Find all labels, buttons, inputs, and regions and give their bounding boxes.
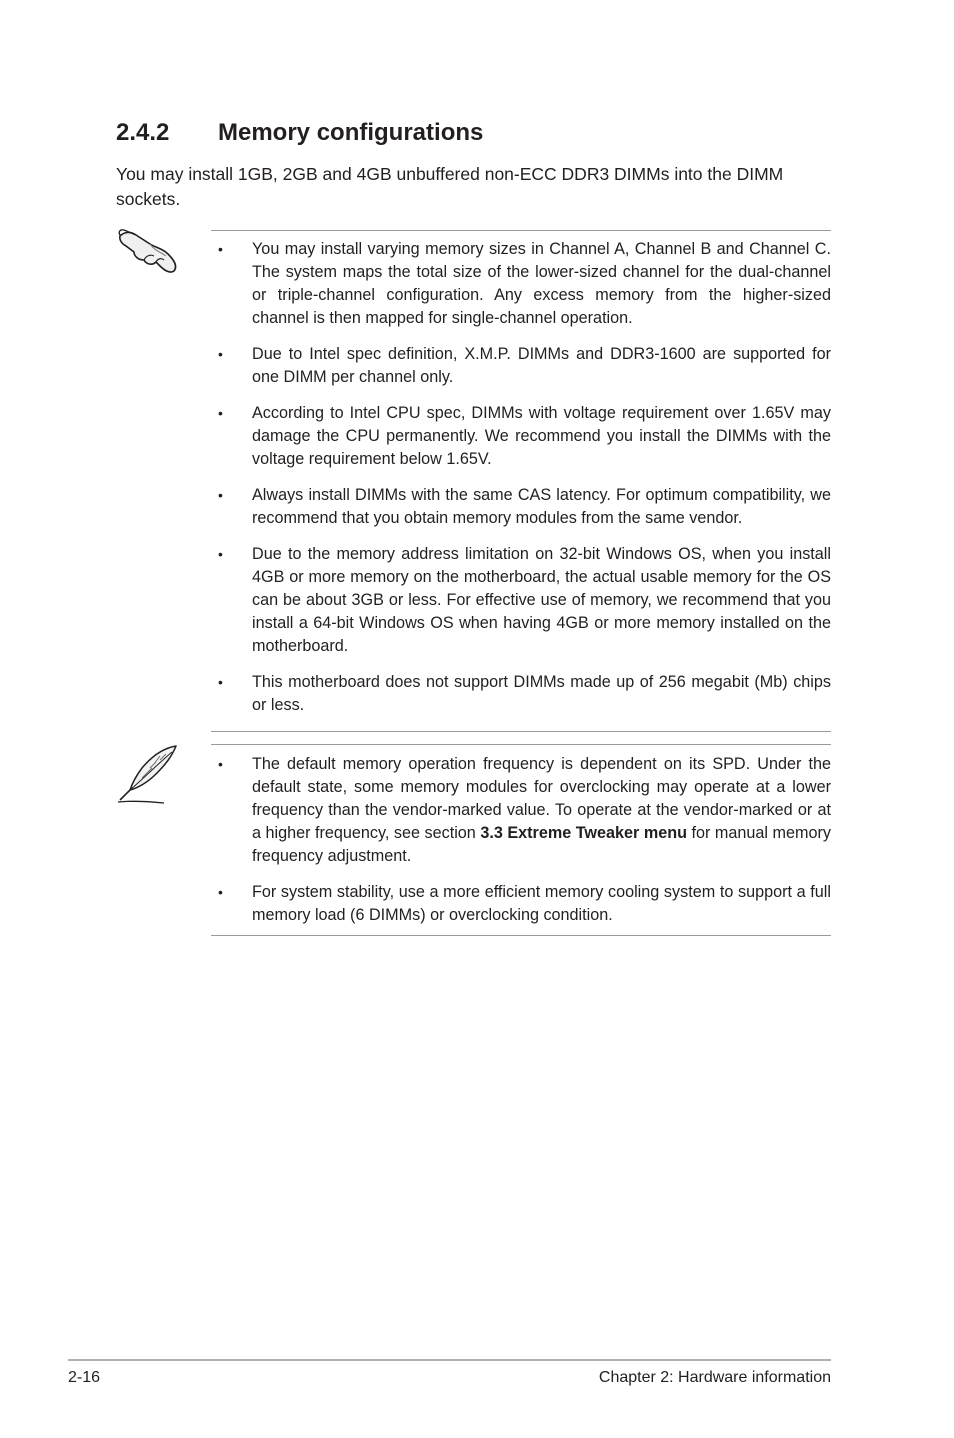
list-item — [211, 343, 831, 389]
footer-rule — [68, 1359, 831, 1361]
important-box — [211, 230, 831, 717]
list-item — [211, 543, 831, 658]
bullet: • — [218, 405, 223, 421]
note-box — [211, 744, 831, 936]
chapter-title: Chapter 2: Hardware information — [598, 1369, 831, 1386]
list-item-text: You may install varying memory sizes in Channel A, Channel B and Channel C. The system maps the total size of the lower-sized channel for the dual-channel or triple-channel configuration. Any excess memory from the higher-sized channel is then mapped for single-channel operation. — [252, 240, 831, 327]
pointing-hand-icon — [116, 226, 180, 276]
section-reference: 3.3 Extreme Tweaker menu — [480, 824, 688, 842]
list-item — [211, 402, 831, 471]
bullet: • — [218, 546, 223, 562]
note-list — [211, 753, 831, 927]
page-number: 2-16 — [68, 1369, 101, 1386]
section-title: Memory configurations — [218, 119, 484, 146]
list-item-text: This motherboard does not support DIMMs made up of 256 megabit (Mb) chips or less. — [252, 673, 831, 714]
list-item-text: for manual memory frequency adjustment. — [252, 824, 831, 865]
list-item — [211, 238, 831, 330]
bullet: • — [218, 756, 223, 772]
section-heading — [116, 117, 483, 149]
list-item-text: According to Intel CPU spec, DIMMs with voltage requirement over 1.65V may damage the CPU permanently. We recommend you install the DIMMs with the voltage requirement below 1.65V. — [252, 404, 831, 468]
list-item — [211, 753, 831, 868]
list-item — [211, 484, 831, 530]
divider — [211, 731, 831, 732]
bullet: • — [218, 884, 223, 900]
section-number: 2.4.2 — [116, 119, 170, 146]
list-item — [211, 881, 831, 927]
list-item-text: Due to Intel spec definition, X.M.P. DIMMs and DDR3-1600 are supported for one DIMM per channel only. — [252, 345, 831, 386]
list-item-text: The default memory operation frequency is dependent on its SPD. Under the default state, some memory modules for overclocking may operate at a lower frequency than the vendor-marked value. To operate at the vendor-marked or at a higher frequency, see section — [252, 755, 831, 842]
quill-pen-icon — [114, 744, 180, 806]
bullet: • — [218, 241, 223, 257]
bullet: • — [218, 487, 223, 503]
list-item-text: Always install DIMMs with the same CAS latency. For optimum compatibility, we recommend that you obtain memory modules from the same vendor. — [252, 486, 831, 527]
list-item — [211, 671, 831, 717]
intro-paragraph: You may install 1GB, 2GB and 4GB unbuffered non-ECC DDR3 DIMMs into the DIMM sockets. — [116, 164, 784, 209]
bullet: • — [218, 346, 223, 362]
important-list — [211, 238, 831, 717]
list-item-text: Due to the memory address limitation on 32-bit Windows OS, when you install 4GB or more memory on the motherboard, the actual usable memory for the OS can be about 3GB or less. For effective use of memory, we recommend that you install a 64-bit Windows OS when having 4GB or more memory installed on the motherboard. — [252, 545, 831, 655]
list-item-text: For system stability, use a more efficient memory cooling system to support a full memory load (6 DIMMs) or overclocking condition. — [252, 883, 831, 924]
bullet: • — [218, 674, 223, 690]
